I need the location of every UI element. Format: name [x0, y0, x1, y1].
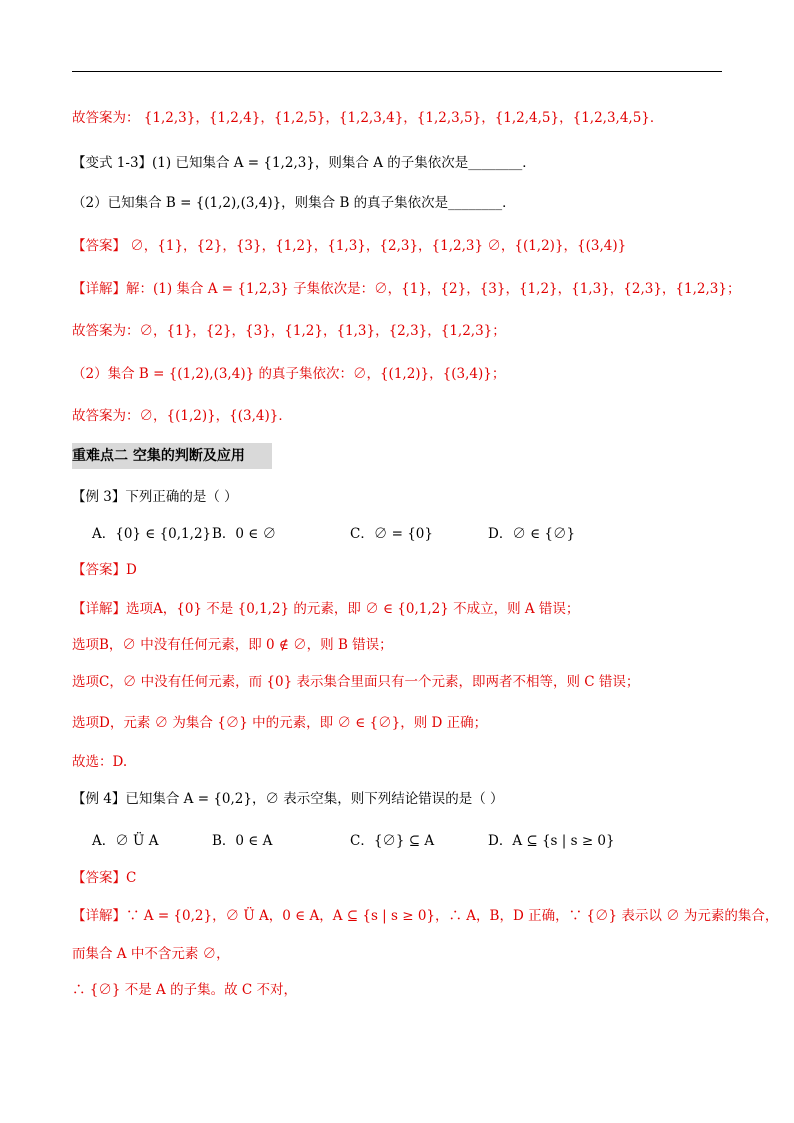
- detail-line-3: （2）集合 B = {(1,2),(3,4)} 的真子集依次：∅，{(1,2)}，{(3,4)}；: [72, 366, 506, 382]
- example3-detail-2: 选项B，∅ 中没有任何元素，即 0 ∉ ∅，则 B 错误；: [72, 637, 393, 653]
- example4-title: 【例 4】已知集合 A = {0,2}，∅ 表示空集，则下列结论错误的是（ ）: [72, 791, 504, 807]
- example4-option-a: A．∅ Ü A: [92, 833, 159, 849]
- example3-detail-4: 选项D，元素 ∅ 为集合 {∅} 中的元素，即 ∅ ∈ {∅}，则 D 正确；: [72, 715, 488, 731]
- answer-line-2: 【答案】 ∅，{1}，{2}，{3}，{1,2}，{1,3}，{2,3}，{1,2,3} ∅，{(1,2)}，{(3,4)}: [72, 238, 627, 254]
- example3-detail-1: 【详解】选项A，{0} 不是 {0,1,2} 的元素，即 ∅ ∈ {0,1,2} 不成立，则 A 错误；: [72, 601, 580, 617]
- header-rule: [72, 71, 722, 72]
- example4-detail-3: ∴ {∅} 不是 A 的子集。故 C 不对，: [72, 982, 298, 998]
- example4-option-b: B．0 ∈ A: [212, 833, 273, 849]
- example3-detail-5: 故选：D.: [72, 754, 128, 770]
- detail-line-2: 故答案为：∅，{1}，{2}，{3}，{1,2}，{1,3}，{2,3}，{1,2,3}；: [72, 323, 506, 339]
- detail-line-4: 故答案为：∅，{(1,2)}，{(3,4)}．: [72, 408, 292, 424]
- variant-1-3-part2: （2）已知集合 B = {(1,2),(3,4)}，则集合 B 的真子集依次是________．: [72, 195, 516, 211]
- example3-title: 【例 3】下列正确的是（ ）: [72, 489, 238, 505]
- variant-1-3-part1: 【变式 1-3】(1) 已知集合 A = {1,2,3}，则集合 A 的子集依次是________．: [72, 155, 536, 171]
- section-title: 重难点二 空集的判断及应用: [72, 443, 272, 469]
- example3-detail-3: 选项C，∅ 中没有任何元素，而 {0} 表示集合里面只有一个元素，即两者不相等，则 C 错误；: [72, 674, 640, 690]
- example3-option-c: C．∅ = {0}: [350, 526, 433, 542]
- detail-line-1: 【详解】解：(1) 集合 A = {1,2,3} 子集依次是：∅，{1}，{2}，{3}，{1,2}，{1,3}，{2,3}，{1,2,3}；: [72, 281, 741, 297]
- example4-detail-2: 而集合 A 中不含元素 ∅，: [72, 946, 230, 962]
- example3-option-a: A．{0} ∈ {0,1,2}: [92, 526, 212, 542]
- answer-line-1: 故答案为： {1,2,3}，{1,2,4}，{1,2,5}，{1,2,3,4}，{1,2,3,5}，{1,2,4,5}，{1,2,3,4,5}．: [72, 110, 664, 126]
- example3-option-d: D．∅ ∈ {∅}: [488, 526, 576, 542]
- example4-answer: 【答案】C: [72, 870, 137, 886]
- example4-option-c: C．{∅} ⊆ A: [350, 833, 435, 849]
- example3-answer: 【答案】D: [72, 562, 137, 578]
- example4-detail-1: 【详解】∵ A = {0,2}，∅ Ü A，0 ∈ A，A ⊆ {s | s ≥ 0}，∴ A，B，D 正确，∵ {∅} 表示以 ∅ 为元素的集合，: [72, 908, 779, 924]
- example3-option-b: B．0 ∈ ∅: [212, 526, 277, 542]
- example4-option-d: D．A ⊆ {s | s ≥ 0}: [488, 833, 615, 849]
